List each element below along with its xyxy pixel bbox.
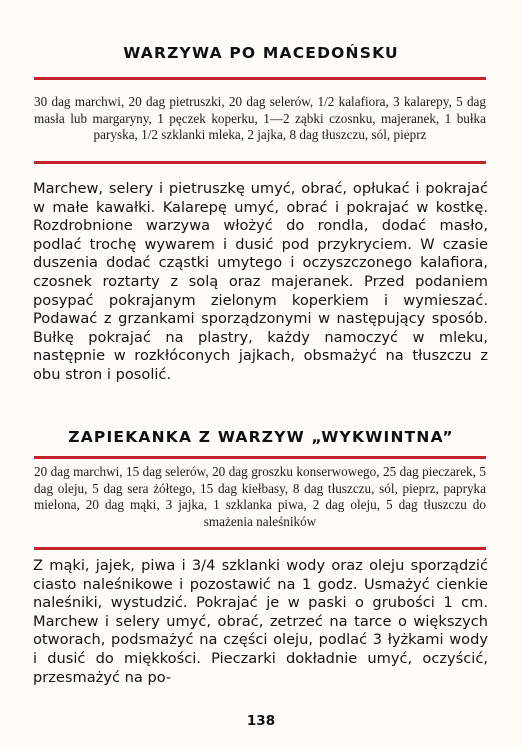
recipe-title: ZAPIEKANKA Z WARZYW „WYKWINTNA”: [68, 428, 454, 446]
recipe-method: Z mąki, jajek, piwa i 3/4 szklanki wody oraz oleju sporządzić ciasto naleśnikowe i pozostawić na 1 godz. Usmażyć cienkie naleśniki, wystudzić. Pokrajać je w paski o grubości 1 cm. Marchew i selery umyć, obrać, zetrzeć na tarce o większych otworach, podsmażyć na części oleju, podlać 3 łyżkami wody i dusić do miękkości. Pieczarki dokładnie umyć, oczyścić, przesmażyć na po-: [33, 557, 488, 686]
page-number: 138: [246, 713, 276, 729]
ingredients-list: 30 dag marchwi, 20 dag pietruszki, 20 dag selerów, 1/2 kalafiora, 3 kalarepy, 5 dag masła lub margaryny, 1 pęczek koperku, 1—2 ząbki czosnku, majeranek, 1 bułka paryska, 1/2 szklanki mleka, 2 jajka, 8 dag tłuszczu, sól, pieprz: [34, 94, 486, 143]
recipe-method: Marchew, selery i pietruszkę umyć, obrać, opłukać i pokrajać w małe kawałki. Kalarepę umyć, obrać i pokrajać w kostkę. Rozdrobnione warzywa włożyć do rondla, dodać masło, podlać trochę wywarem i dusić pod przykryciem. W czasie duszenia dodać cząstki umytego i oczyszczonego kalafiora, czosnek roztarty z solą oraz majeranek. Przed podaniem posypać pokrajanym zielonym koperkiem i wymieszać. Podawać z grzankami sporządzonymi w następujący sposób. Bułkę pokrajać na plastry, każdy namoczyć w mleku, następnie w rozkłóconych jajkach, obsmażyć na tłuszczu z obu stron i posolić.: [33, 180, 488, 383]
recipe-title: WARZYWA PO MACEDOŃSKU: [123, 44, 399, 62]
red-rule: [34, 456, 486, 459]
ingredients-list: 20 dag marchwi, 15 dag selerów, 20 dag groszku konserwowego, 25 dag pieczarek, 5 dag oleju, 5 dag sera żółtego, 15 dag kiełbasy, 8 dag tłuszczu, sól, pieprz, papryka mielona, 20 dag mąki, 3 jajka, 1 szklanka piwa, 2 dag oleju, 5 dag tłuszczu do smażenia naleśników: [34, 464, 486, 529]
red-rule: [34, 77, 486, 80]
red-rule: [34, 547, 486, 550]
red-rule: [34, 161, 486, 164]
